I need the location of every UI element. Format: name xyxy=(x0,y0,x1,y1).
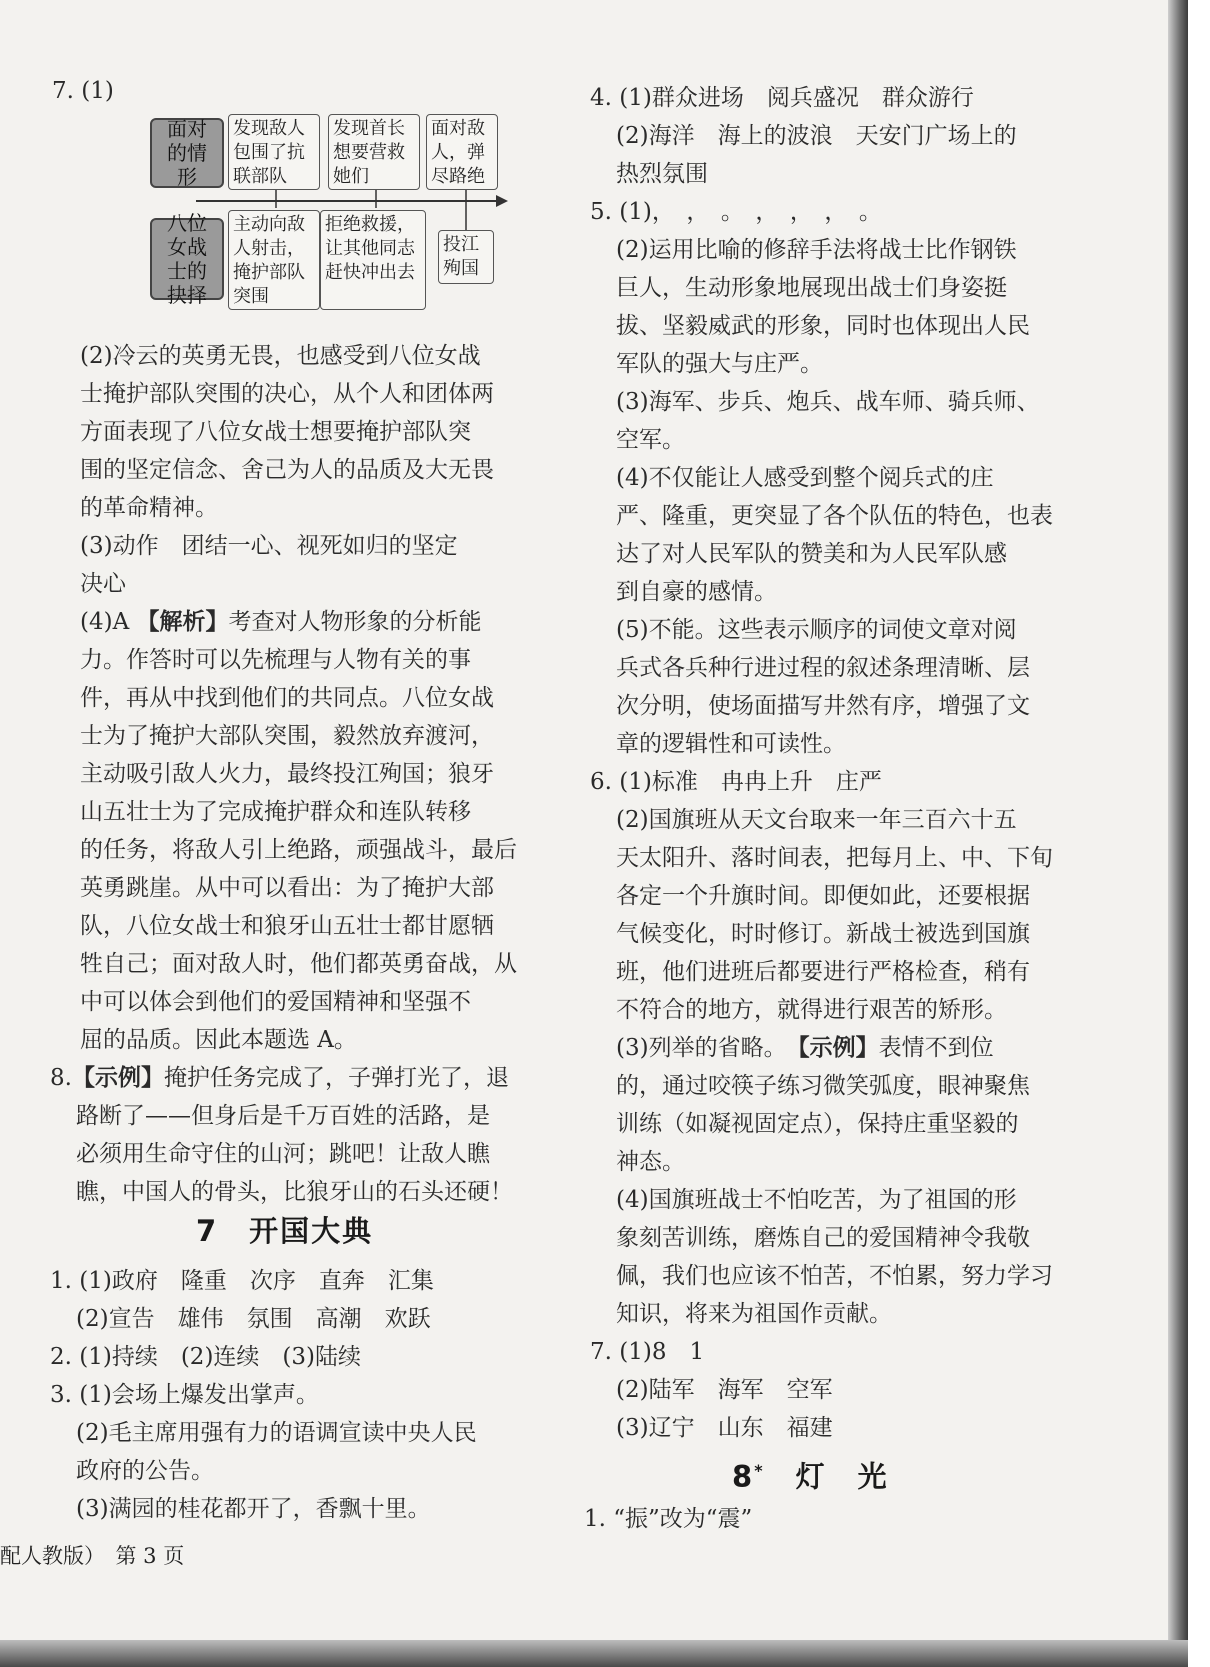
q5-5-line-3: 次分明，使场面描写井然有序，增强了文 xyxy=(616,693,1030,719)
q6-3-line-1 xyxy=(616,1029,994,1067)
q6-2-line-1: (2)国旗班从天文台取来一年三百六十五 xyxy=(616,807,1017,833)
q6-2-line-2: 天太阳升、落时间表，把每月上、中、下旬 xyxy=(616,845,1053,871)
analysis-tag: 【解析】 xyxy=(136,609,229,635)
q6-4-line-2: 象刻苦训练，磨炼自己的爱国精神令我敬 xyxy=(616,1225,1030,1251)
q6-2-line-6: 不符合的地方，就得进行艰苦的矫形。 xyxy=(616,997,1007,1023)
q7-2-right: (2)陆军 海军 空军 xyxy=(616,1377,833,1403)
s7-q2: 2. (1)持续 (2)连续 (3)陆续 xyxy=(50,1344,361,1370)
bottom-box-2: 拒绝救援，让其他同志赶快冲出去 xyxy=(320,210,426,310)
q7-4-line-8: 英勇跳崖。从中可以看出：为了掩护大部 xyxy=(80,875,494,901)
q7-4-line-5: 主动吸引敌人火力，最终投江殉国；狼牙 xyxy=(80,761,494,787)
bottom-box-1: 主动向敌人射击，掩护部队突围 xyxy=(228,210,320,310)
q5-5-line-4: 章的逻辑性和可读性。 xyxy=(616,731,846,757)
q5-4-line-2: 严、隆重，更突显了各个队伍的特色，也表 xyxy=(616,503,1053,529)
q8-line-4: 瞧，中国人的骨头，比狼牙山的石头还硬！ xyxy=(76,1179,513,1205)
q6-1: 6. (1)标准 冉冉上升 庄严 xyxy=(590,769,882,795)
q7-4-line-11: 中可以体会到他们的爱国精神和坚强不 xyxy=(80,989,471,1015)
top-box-1: 发现敌人包围了抗联部队 xyxy=(228,114,320,190)
q6-3-line-2: 的，通过咬筷子练习微笑弧度，眼神聚焦 xyxy=(616,1073,1030,1099)
q8-example-tag: 【示例】 xyxy=(71,1065,164,1091)
q6-2-line-5: 班，他们进班后都要进行严格检查，稍有 xyxy=(616,959,1030,985)
q6-3-first-rest: 表情不到位 xyxy=(878,1035,994,1061)
s7-q3-3: (3)满园的桂花都开了，香飘十里。 xyxy=(76,1496,431,1522)
q5-4-line-1: (4)不仅能让人感受到整个阅兵式的庄 xyxy=(616,465,994,491)
q4-2-line-1: (2)海洋 海上的波浪 天安门广场上的 xyxy=(616,123,1017,149)
top-box-2: 发现首长想要营救她们 xyxy=(328,114,420,190)
top-box-3: 面对敌人，弹尽路绝 xyxy=(426,114,498,190)
section-8-name: 灯 光 xyxy=(795,1459,889,1494)
s7-q3-2-line-2: 政府的公告。 xyxy=(76,1458,214,1484)
q7-3-right: (3)辽宁 山东 福建 xyxy=(616,1415,833,1441)
q8-line-3: 必须用生命守住的山河；跳吧！让敌人瞧 xyxy=(76,1141,490,1167)
bottom-edge-shadow xyxy=(0,1640,1188,1667)
q5-1: 5. (1)， ， 。 ， ， ， 。 xyxy=(590,199,882,225)
q6-2-line-3: 各定一个升旗时间。即便如此，还要根据 xyxy=(616,883,1030,909)
section-8-title xyxy=(732,1452,889,1496)
q8-first-rest: 掩护任务完成了，子弹打光了，退 xyxy=(163,1065,509,1091)
q7-4-line-12: 屈的品质。因此本题选 A。 xyxy=(80,1027,357,1053)
q6-3-example-tag: 【示例】 xyxy=(798,1035,879,1061)
q5-3-line-2: 空军。 xyxy=(616,427,685,453)
q5-5-line-1: (5)不能。这些表示顺序的词使文章对阅 xyxy=(616,617,1017,643)
q7-4-line-2: 力。作答时可以先梳理与人物有关的事 xyxy=(80,647,471,673)
q6-4-line-4: 知识，将来为祖国作贡献。 xyxy=(616,1301,892,1327)
s7-q3-2-line-1: (2)毛主席用强有力的语调宣读中央人民 xyxy=(76,1420,477,1446)
q7-2-line-5: 的革命精神。 xyxy=(80,495,218,521)
q7-2-line-4: 围的坚定信念、舍己为人的品质及大无畏 xyxy=(80,457,494,483)
s7-q3-line-1: 3. (1)会场上爆发出掌声。 xyxy=(50,1382,319,1408)
q7-1-right: 7. (1)8 1 xyxy=(590,1339,705,1365)
q7-4-line-10: 牲自己；面对敌人时，他们都英勇奋战，从 xyxy=(80,951,517,977)
q5-5-line-2: 兵式各兵种行进过程的叙述条理清晰、层 xyxy=(616,655,1030,681)
q5-4-line-4: 到自豪的感情。 xyxy=(616,579,777,605)
q7-4-line-3: 件，再从中找到他们的共同点。八位女战 xyxy=(80,685,494,711)
q5-2-line-1: (2)运用比喻的修辞手法将战士比作钢铁 xyxy=(616,237,1017,263)
q6-3-line-4: 神态。 xyxy=(616,1149,685,1175)
q5-3-line-1: (3)海军、步兵、炮兵、战车师、骑兵师、 xyxy=(616,389,1040,415)
q7-4-line-4: 士为了掩护大部队突围，毅然放弃渡河， xyxy=(80,723,494,749)
footer-edition: 配人教版） xyxy=(0,1544,105,1568)
q7-2-line-2: 士掩护部队突围的决心，从个人和团体两 xyxy=(80,381,494,407)
q7-4-line-6: 山五壮士为了完成掩护群众和连队转移 xyxy=(80,799,471,825)
book-spine xyxy=(1168,0,1188,1667)
q8-line-2: 路断了——但身后是千万百姓的活路，是 xyxy=(76,1103,490,1129)
q6-4-line-1: (4)国旗班战士不怕吃苦，为了祖国的形 xyxy=(616,1187,1017,1213)
q5-2-line-3: 拔、坚毅威武的形象，同时也体现出人民 xyxy=(616,313,1030,339)
q7-4-line-7: 的任务，将敌人引上绝路，顽强战斗，最后 xyxy=(80,837,517,863)
bottom-box-3: 投江殉国 xyxy=(438,230,494,284)
q4-1: 4. (1)群众进场 阅兵盛况 群众游行 xyxy=(590,85,974,111)
q6-4-line-3: 佩，我们也应该不怕苦，不怕累，努力学习 xyxy=(616,1263,1053,1289)
q8-line-1 xyxy=(50,1059,509,1097)
q4-2-line-2: 热烈氛围 xyxy=(616,161,708,187)
q7-2-line-1: (2)冷云的英勇无畏，也感受到八位女战 xyxy=(80,343,481,369)
section-8-star: * xyxy=(754,1461,765,1480)
s8-q1: 1. “振”改为“震” xyxy=(584,1506,753,1532)
q5-4-line-3: 达了对人民军队的赞美和为人民军队感 xyxy=(616,541,1007,567)
q7-label: 7. (1) xyxy=(52,78,114,104)
left-column-text xyxy=(46,0,536,1530)
q7-4-line-1 xyxy=(80,603,482,641)
q7-4-answer: (4)A xyxy=(80,609,130,635)
right-column xyxy=(584,0,1084,1530)
section-7-title: 7 开国大典 xyxy=(196,1214,374,1248)
s7-q1-line-1: 1. (1)政府 隆重 次序 直奔 汇集 xyxy=(50,1268,434,1294)
q5-2-line-4: 军队的强大与庄严。 xyxy=(616,351,823,377)
q7-4-first-rest: 考查对人物形象的分析能 xyxy=(228,609,482,635)
section-8-number: 8 xyxy=(732,1459,755,1494)
q7-3-line-2: 决心 xyxy=(80,571,126,597)
q7-3-line-1: (3)动作 团结一心、视死如归的坚定 xyxy=(80,533,458,559)
q7-2-line-3: 方面表现了八位女战士想要掩护部队突 xyxy=(80,419,471,445)
choice-label: 八位女战士的抉择 xyxy=(167,211,207,307)
q6-2-line-4: 气候变化，时时修订。新战士被选到国旗 xyxy=(616,921,1030,947)
face-label: 面对的情形 xyxy=(167,117,207,189)
s7-q1-line-2: (2)宣告 雄伟 氛围 高潮 欢跃 xyxy=(76,1306,431,1332)
q7-4-line-9: 队，八位女战士和狼牙山五壮士都甘愿牺 xyxy=(80,913,494,939)
q8-number: 8. xyxy=(50,1065,72,1091)
footer xyxy=(0,1540,184,1570)
q6-3-first: (3)列举的省略。 xyxy=(616,1035,799,1061)
q6-3-line-3: 训练（如凝视固定点），保持庄重坚毅的 xyxy=(616,1111,1019,1137)
q5-2-line-2: 巨人，生动形象地展现出战士们身姿挺 xyxy=(616,275,1007,301)
footer-page-number: 第 3 页 xyxy=(115,1544,185,1568)
